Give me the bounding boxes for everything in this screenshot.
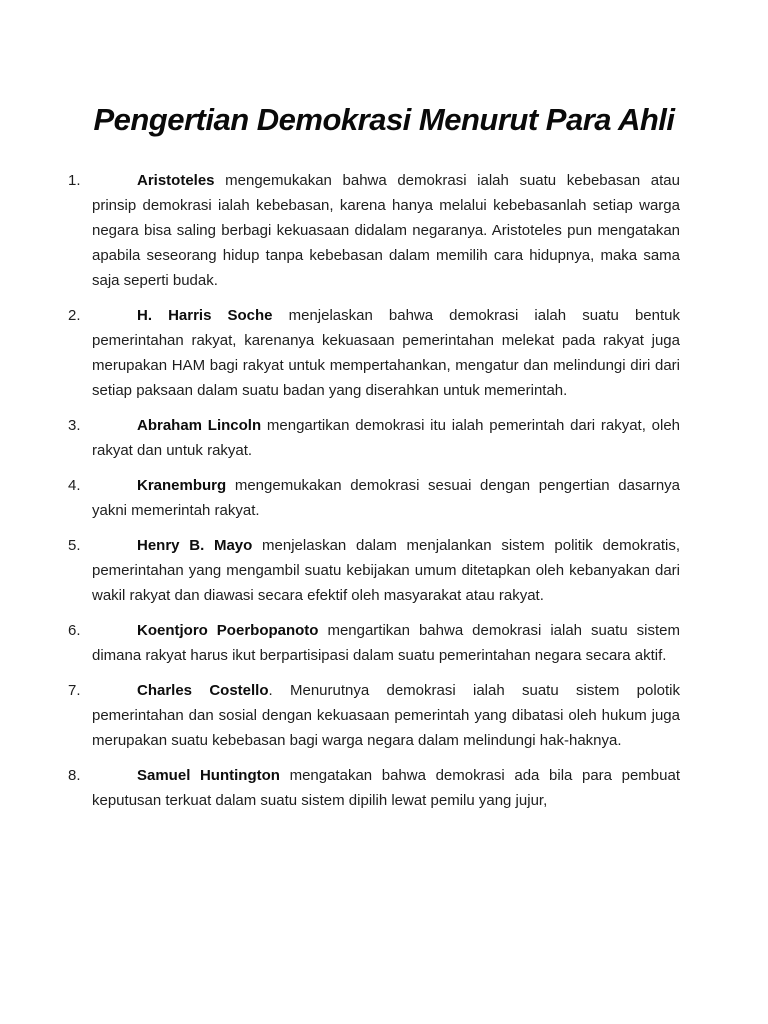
item-number: 8. [68,767,81,784]
expert-name: Kranemburg [137,477,227,494]
item-text: mengartikan bahwa demokrasi ialah suatu sistem dimana rakyat harus ikut berpartisipasi dalam suatu pemerintahan negara secara aktif. [92,622,680,664]
item-paragraph [92,473,680,523]
list-item [68,168,680,293]
definition-list [68,168,680,813]
list-item [68,533,680,608]
item-text: menjelaskan bahwa demokrasi ialah suatu bentuk pemerintahan rakyat, karenanya kekuasaan pemerintahan melekat pada rakyat juga merupakan HAM bagi rakyat untuk mempertahankan, mengatur dan melindungi diri dari setiap paksaan dalam suatu badan yang diserahkan untuk memerintah. [92,307,680,399]
list-item [68,413,680,463]
expert-name: Samuel Huntington [137,767,280,784]
item-number: 7. [68,682,81,699]
item-number: 4. [68,477,81,494]
list-item [68,618,680,668]
item-number: 1. [68,172,81,189]
item-number: 6. [68,622,81,639]
list-item [68,303,680,403]
expert-name: Koentjoro Poerbopanoto [137,622,319,639]
list-item [68,678,680,753]
item-number: 5. [68,537,81,554]
item-paragraph [92,618,680,668]
item-paragraph [92,678,680,753]
item-paragraph [92,533,680,608]
page-title: Pengertian Demokrasi Menurut Para Ahli [93,102,675,137]
item-paragraph [92,763,680,813]
list-item [68,763,680,813]
item-paragraph [92,413,680,463]
expert-name: Charles Costello [137,682,269,699]
expert-name: Henry B. Mayo [137,537,253,554]
item-text: mengatakan bahwa demokrasi ada bila para pembuat keputusan terkuat dalam suatu sistem dipilih lewat pemilu yang jujur, [92,767,680,809]
item-text: menjelaskan dalam menjalankan sistem politik demokratis, pemerintahan yang mengambil suatu kebijakan umum ditetapkan oleh kebanyakan dari wakil rakyat dan diawasi secara efektif oleh masyarakat atau rakyat. [92,537,680,604]
item-text: mengartikan demokrasi itu ialah pemerintah dari rakyat, oleh rakyat dan untuk rakyat. [92,417,680,459]
expert-name: H. Harris Soche [137,307,273,324]
expert-name: Aristoteles [137,172,215,189]
item-text: mengemukakan demokrasi sesuai dengan pengertian dasarnya yakni memerintah rakyat. [92,477,680,519]
item-paragraph [92,303,680,403]
item-text: mengemukakan bahwa demokrasi ialah suatu kebebasan atau prinsip demokrasi ialah kebebasan, karena hanya melalui kebebasanlah setiap warga negara bisa saling berbagi kekuasaan didalam negaranya. Aristoteles pun mengatakan apabila seseorang hidup tanpa kebebasan dalam memilih cara hidupnya, maka sama saja seperti budak. [92,172,680,289]
item-text: . Menurutnya demokrasi ialah suatu sistem polotik pemerintahan dan sosial dengan kekuasaan pemerintah yang dibatasi oleh hukum juga merupakan suatu kebebasan bagi warga negara dalam melindungi hak-haknya. [92,682,680,749]
list-item [68,473,680,523]
item-paragraph [92,168,680,293]
item-number: 3. [68,417,81,434]
expert-name: Abraham Lincoln [137,417,262,434]
item-number: 2. [68,307,81,324]
